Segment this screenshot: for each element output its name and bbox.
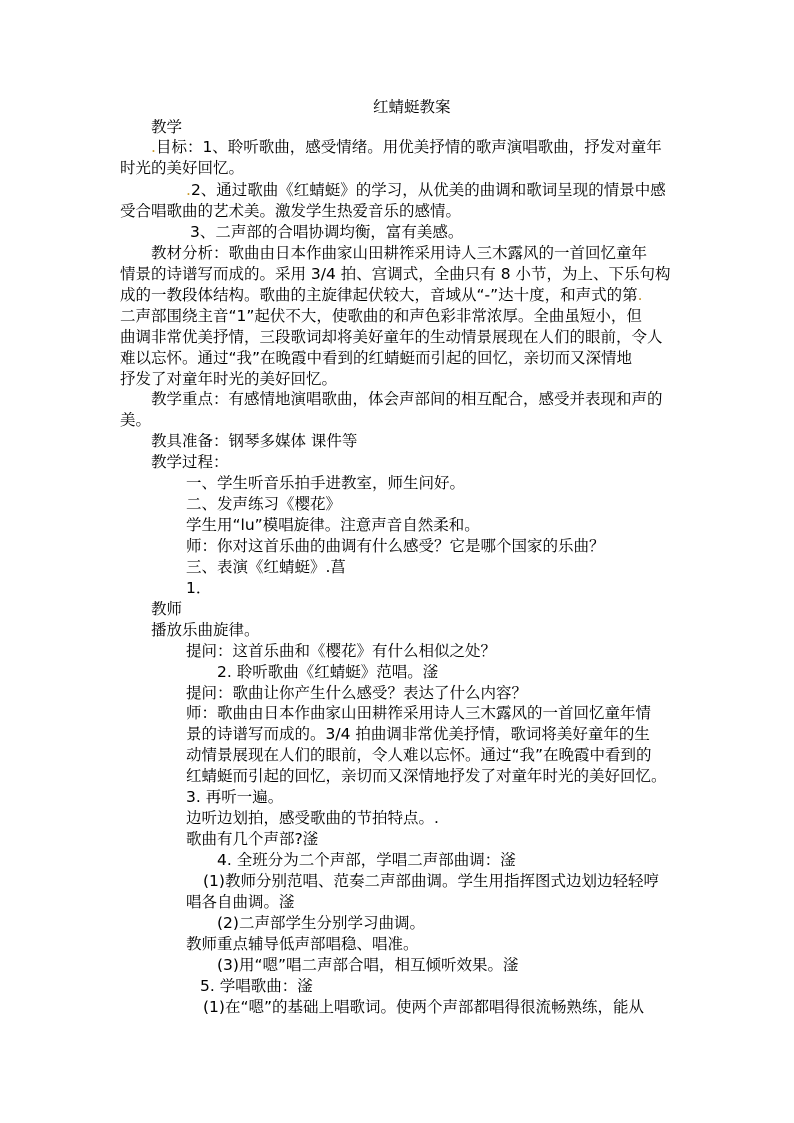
- line-9-text: 成的一教段体结构。歌曲的主旋律起伏较大，音域从“-”达十度，和声式的第: [120, 286, 638, 304]
- line-11: 曲调非常优美抒情，三段歌词却将美好童年的生动情景展现在人们的眼前，令人: [120, 328, 663, 346]
- line-17: 教学过程：: [151, 453, 229, 471]
- line-31: 动情景展现在人们的眼前，令人难以忘怀。通过“我”在晚霞中看到的: [186, 746, 652, 764]
- line-13: 抒发了对童年时光的美好回忆。: [120, 370, 338, 388]
- line-25: 播放乐曲旋律。: [151, 621, 260, 639]
- line-4-text: 2、通过歌曲《红蜻蜓》的学习，从优美的曲调和歌词呈现的情景中感: [190, 181, 666, 199]
- line-6: 3、二声部的合唱协调均衡，富有美感。: [190, 223, 464, 241]
- line-1: 教学: [151, 118, 183, 136]
- line-27: 2. 聆听歌曲《红蜻蜓》范唱。滏: [217, 663, 439, 681]
- line-15: 美。: [120, 411, 152, 429]
- line-2-text: 目标：1、聆听歌曲，感受情绪。用优美抒情的歌声演唱歌曲，抒发对童年: [155, 138, 662, 156]
- line-39: (2)二声部学生分别学习曲调。: [217, 914, 425, 932]
- line-38: 唱各自曲调。滏: [186, 893, 295, 911]
- line-2: [151, 137, 662, 157]
- margin-dot: .: [186, 181, 191, 199]
- line-7: 教材分析：歌曲由日本作曲家山田耕筰采用诗人三木露风的一首回忆童年: [151, 244, 648, 262]
- line-34: 边听边划拍，感受歌曲的节拍特点。.: [186, 809, 439, 827]
- line-29: 师：歌曲由日本作曲家山田耕筰采用诗人三木露风的一首回忆童年情: [186, 704, 652, 722]
- line-28: 提问：歌曲让你产生什么感受？表达了什么内容？: [186, 684, 528, 702]
- line-18: 一、学生听音乐拍手进教室，师生问好。: [186, 474, 466, 492]
- line-4: [186, 180, 666, 200]
- line-21: 师：你对这首乐曲的曲调有什么感受？它是哪个国家的乐曲？: [186, 537, 605, 555]
- line-14: 教学重点：有感情地演唱歌曲，体会声部间的相互配合，感受并表现和声的: [151, 390, 663, 408]
- line-36: 4. 全班分为二个声部，学唱二声部曲调：滏: [217, 851, 516, 869]
- line-9: [120, 285, 643, 305]
- line-5: 受合唱歌曲的艺术美。激发学生热爱音乐的感情。: [120, 202, 462, 220]
- line-22: 三、表演《红蜻蜓》.菖: [186, 558, 346, 576]
- line-33: 3. 再听一遍。: [186, 788, 284, 806]
- line-26: 提问：这首乐曲和《樱花》有什么相似之处？: [186, 642, 497, 660]
- margin-dot: .: [637, 286, 643, 304]
- line-41: (3)用“嗯”唱二声部合唱，相互倾听效果。滏: [217, 956, 519, 974]
- line-42: 5. 学唱歌曲：滏: [200, 977, 313, 995]
- line-19: 二、发声练习《樱花》: [186, 495, 342, 513]
- line-10: 二声部围绕主音“1”起伏不大，使歌曲的和声色彩非常浓厚。全曲虽短小，但: [120, 307, 642, 325]
- line-35: 歌曲有几个声部?滏: [186, 830, 319, 848]
- line-20: 学生用“lu”模唱旋律。注意声音自然柔和。: [186, 516, 480, 534]
- line-40: 教师重点辅导低声部唱稳、唱准。: [186, 935, 419, 953]
- document-title: 红蜻蜓教案: [373, 98, 451, 116]
- line-37: (1)教师分别范唱、范奏二声部曲调。学生用指挥图式边划边轻轻哼: [203, 872, 659, 890]
- line-12: 难以忘怀。通过“我”在晚霞中看到的红蜻蜓而引起的回忆，亲切而又深情地: [120, 349, 633, 367]
- line-32: 红蜻蜓而引起的回忆，亲切而又深情地抒发了对童年时光的美好回忆。: [186, 767, 667, 785]
- line-3: 时光的美好回忆。: [120, 159, 245, 177]
- margin-dot: .: [151, 138, 156, 156]
- line-16: 教具准备：钢琴多媒体 课件等: [151, 432, 358, 450]
- line-30: 景的诗谱写而成的。3/4 拍曲调非常优美抒情，歌词将美好童年的生: [186, 725, 650, 743]
- line-23: 1．: [186, 579, 212, 597]
- line-8: 情景的诗谱写而成的。采用 3/4 拍、宫调式，全曲只有 8 小节，为上、下乐句构: [120, 265, 671, 283]
- line-43: (1)在“嗯”的基础上唱歌词。使两个声部都唱得很流畅熟练，能从: [203, 998, 645, 1016]
- line-24: 教师: [151, 600, 183, 618]
